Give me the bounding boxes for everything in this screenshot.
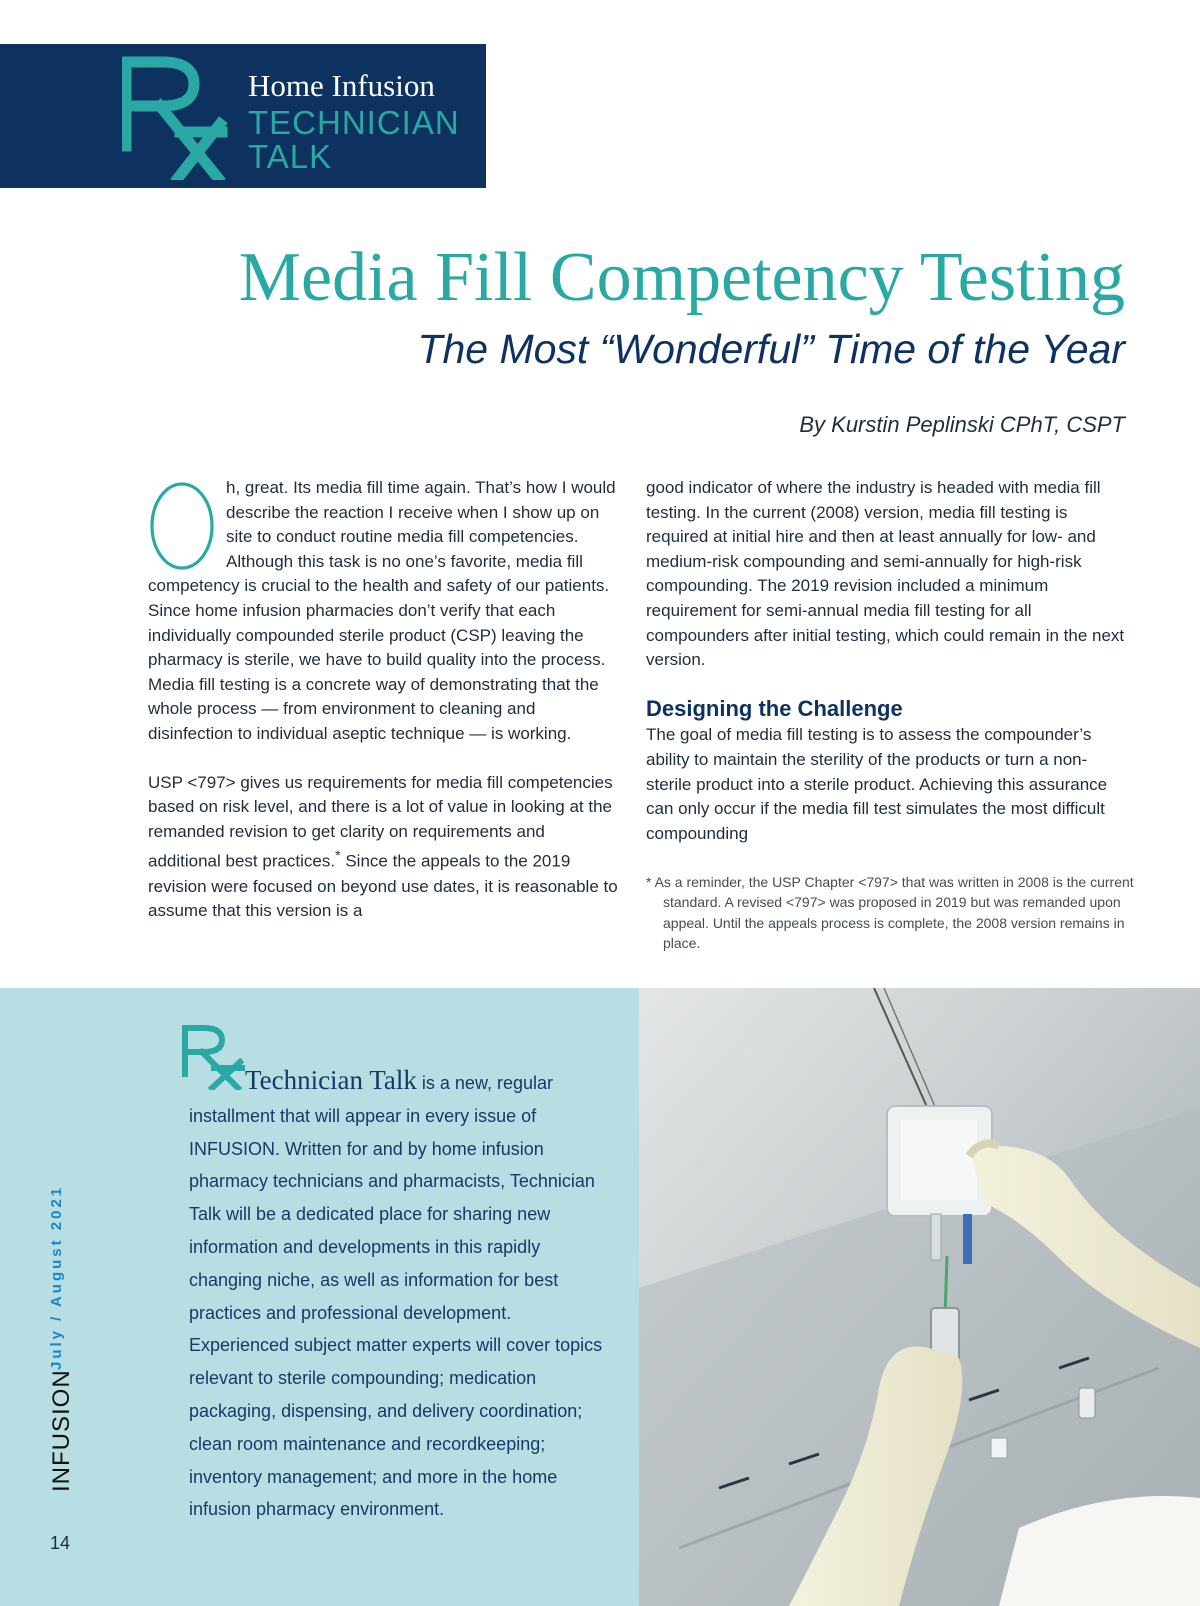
paragraph-2-text: USP <797> gives us requirements for media fill competencies based on risk level, and there is a lot of value in looking at the remanded revision to get clarity on requirements and additional best practices. <box>148 772 613 871</box>
technician-talk-heading: Technician Talk <box>245 1065 417 1095</box>
article-column-left <box>148 476 620 948</box>
banner-home-label: Home Infusion <box>248 68 435 103</box>
drop-cap-o <box>148 480 216 572</box>
paragraph-2-cont: Since the appeals to the 2019 revision were focused on beyond use dates, it is reasonable to assume that this version is a <box>148 851 618 921</box>
article-paragraph-1 <box>148 476 620 747</box>
paragraph-1-text: h, great. Its media fill time again. That’s how I would describe the reaction I receive when I show up on site to conduct routine media fill competencies. Although this task is no one’s favorite, media fill competency is crucial to the health and safety of our patients. Since home infusion pharmacies don’t verify that each individually compounded sterile product (CSP) leaving the pharmacy is sterile, we have to build quality into the process. Media fill testing is a concrete way of demonstrating that the whole process — from environment to cleaning and disinfection to individual aseptic technique — is working. <box>148 478 616 743</box>
banner-technician-talk <box>248 106 460 174</box>
article-title: Media Fill Competency Testing <box>238 239 1125 316</box>
infusion-magazine-logo: INFUSION <box>48 1369 75 1492</box>
article-paragraph-2 <box>148 771 620 924</box>
article-paragraph-3: good indicator of where the industry is headed with media fill testing. In the current (2008) version, media fill testing is required at initial hire and then at least annually for low- and medium-risk compounding and semi-annually for high-risk compounding. The 2019 revision included a minimum requirement for semi-annual media fill testing for all compounders after initial testing, which could remain in the next version. <box>646 478 1125 670</box>
issue-date: July / August 2021 <box>48 1184 65 1370</box>
footnote-marker: * <box>335 848 341 865</box>
article-paragraph-4: The goal of media fill testing is to assess the compounder’s ability to maintain the sterility of the products or turn a non-sterile product into a sterile product. Achieving this assurance can only occur if the media fill test simulates the most difficult compounding <box>646 725 1108 843</box>
iv-bag-photo-illustration <box>639 988 1200 1606</box>
compounding-photo <box>639 988 1200 1606</box>
page-number: 14 <box>50 1533 71 1553</box>
technician-talk-text <box>189 1064 609 1526</box>
banner-tech-line-2: TALK <box>248 138 333 175</box>
article-subtitle: The Most “Wonderful” Time of the Year <box>417 326 1125 372</box>
rx-logo-icon <box>122 54 232 180</box>
article-column-right <box>646 476 1126 846</box>
article-byline: By Kurstin Peplinski CPhT, CSPT <box>799 412 1125 437</box>
technician-talk-body: is a new, regular installment that will appear in every issue of INFUSION. Written for and by home infusion pharmacy technicians and pharmacists, Technician Talk will be a dedicated place for sharing new information and developments in this rapidly changing niche, as well as information for best practices and professional development. Experienced subject matter experts will cover topics relevant to sterile compounding; medication packaging, dispensing, and delivery coordination; clean room maintenance and recordkeeping; inventory management; and more in the home infusion pharmacy environment. <box>189 1073 603 1520</box>
banner-tech-line-1: TECHNICIAN <box>248 104 460 141</box>
footnote: * As a reminder, the USP Chapter <797> that was written in 2008 is the current standard. A revised <797> was proposed in 2019 but was remanded upon appeal. Until the appeals process is complete, the 2008 version remains in place. <box>646 874 1134 952</box>
section-heading: Designing the Challenge <box>646 695 903 721</box>
header-banner <box>0 44 486 188</box>
